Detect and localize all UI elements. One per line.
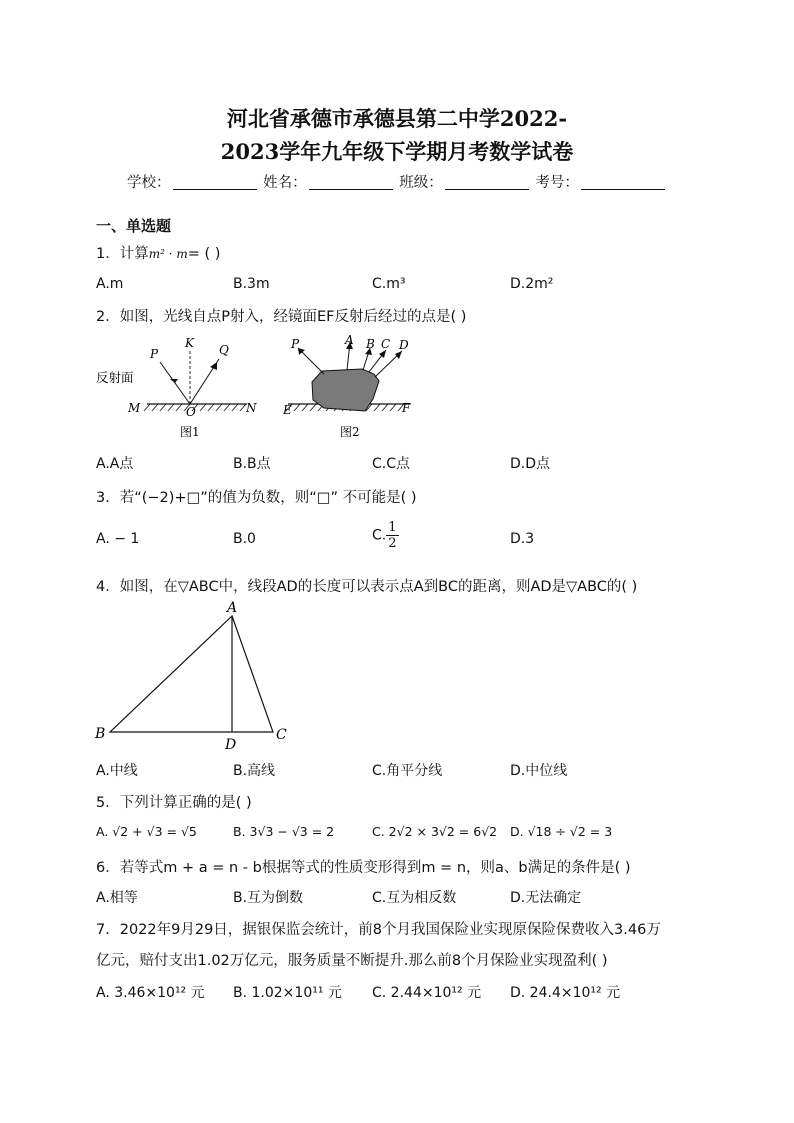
q2-fig1-label-n: N [246,401,257,415]
q6-option-b[interactable]: B.互为倒数 [233,890,304,906]
q2-mirror-label: 反射面 [96,370,134,385]
q5-number: 5． [96,795,120,811]
q2-fig2-label-p: P [291,337,300,351]
name-blank [309,175,393,190]
q5-option-a[interactable]: A. √2 + √3 = √5 [96,824,197,839]
q5-option-d[interactable]: D. √18 ÷ √2 = 3 [510,824,613,839]
class-label: 班级： [399,175,443,191]
q6-stem: 若等式m + a = n - b根据等式的性质变形得到m = n，则a、b满足的条件是( ) [119,860,631,876]
q7-option-c[interactable]: C. 2.44×10¹² 元 [372,985,482,1001]
q6-number: 6． [96,860,120,876]
q7-option-d[interactable]: D. 24.4×10¹² 元 [510,985,621,1001]
q2-number: 2． [96,309,120,325]
q2-fig2-label-d: D [399,338,409,352]
q3-option-c[interactable] [372,520,399,551]
q2-fig1 [96,336,257,439]
exam-no-blank [581,175,665,190]
q5-stem: 下列计算正确的是( ) [119,795,252,811]
q7-number: 7． [96,922,120,938]
q1-option-a[interactable]: A.m [96,276,124,292]
q3-stem: 若“(−2)+□”的值为负数，则“□” 不可能是( ) [119,490,417,506]
q7-stem-line2: 亿元，赔付支出1.02万亿元，服务质量不断提升.那么前8个月保险业实现盈利( ) [96,953,608,969]
question-2 [96,305,466,326]
q4-label-b: B [95,726,106,742]
q4-label-d: D [225,737,237,750]
q3-option-c-label: C. [372,527,387,544]
question-3 [96,486,417,507]
q6-option-c[interactable]: C.互为相反数 [372,890,457,906]
school-label: 学校： [127,175,171,191]
q2-option-c[interactable]: C.C点 [372,456,411,472]
question-7 [96,918,661,939]
class-blank [445,175,529,190]
q1-stem-suffix: = ( ) [187,246,221,262]
q2-fig2-label-b: B [366,337,375,351]
q2-fig1-label-q: Q [219,343,229,357]
q4-label-a: A [227,600,238,616]
q4-option-c[interactable]: C.角平分线 [372,763,443,779]
q2-fig1-label-m: M [128,401,141,415]
q5-option-c[interactable]: C. 2√2 × 3√2 = 6√2 [372,824,498,839]
q2-stem: 如图，光线自点P射入，经镜面EF反射后经过的点是( ) [119,309,467,325]
exam-no-label: 考号： [535,175,579,191]
section-title: 一、单选题 [96,217,172,235]
q3-option-b[interactable]: B.0 [233,531,256,547]
q2-fig1-label-k: K [185,336,194,350]
student-info-line [127,171,667,192]
q1-stem-expr: m² · m [148,247,188,261]
q4-triangle-figure [90,598,300,750]
q2-option-b[interactable]: B.B点 [233,456,271,472]
page-title-line1: 河北省承德市承德县第二中学2022- [226,106,568,131]
q2-fig2-caption: 图2 [340,425,360,439]
q2-fig2-label-c: C [381,337,391,351]
q3-fraction-numerator: 1 [388,520,397,535]
q2-fig2-label-e: E [283,403,292,417]
q2-fig1-label-o: O [186,405,196,419]
q4-label-c: C [276,727,287,743]
q5-option-b[interactable]: B. 3√3 − √3 = 2 [233,824,335,839]
q4-triangle [110,616,273,732]
q4-stem: 如图，在▽ABC中，线段AD的长度可以表示点A到BC的距离，则AD是▽ABC的( ) [119,579,638,595]
q4-number: 4． [96,579,120,595]
q1-option-c[interactable]: C.m³ [372,276,406,292]
q1-option-d[interactable]: D.2m² [510,276,554,292]
q2-figure [92,334,422,444]
q7-option-a[interactable]: A. 3.46×10¹² 元 [96,985,205,1001]
question-1 [96,242,220,263]
q1-option-b[interactable]: B.3m [233,276,270,292]
school-blank [173,175,257,190]
q4-option-b[interactable]: B.高线 [233,763,276,779]
q6-option-a[interactable]: A.相等 [96,890,138,906]
q7-stem-line1: 2022年9月29日，据银保监会统计，前8个月我国保险业实现原保险保费收入3.46万 [119,922,661,938]
question-4 [96,575,637,596]
q3-fraction-denominator: 2 [388,536,397,551]
q2-fig2-label-f: F [402,401,411,415]
q4-option-a[interactable]: A.中线 [96,763,138,779]
q2-fig1-caption: 图1 [180,425,200,439]
question-5 [96,791,252,812]
q1-number: 1． [96,246,120,262]
q3-number: 3． [96,490,120,506]
q2-fig2 [282,334,411,439]
q2-option-a[interactable]: A.A点 [96,456,134,472]
q6-option-d[interactable]: D.无法确定 [510,890,582,906]
q2-option-d[interactable]: D.D点 [510,456,551,472]
q3-option-c-fraction [386,520,398,551]
q1-stem-prefix: 计算 [119,246,149,262]
page-title-line2: 2023学年九年级下学期月考数学试卷 [220,139,574,164]
name-label: 姓名： [263,175,307,191]
q3-option-a[interactable]: A. − 1 [96,531,140,547]
q7-option-b[interactable]: B. 1.02×10¹¹ 元 [233,985,342,1001]
question-6 [96,856,631,877]
q2-fig2-label-a: A [345,334,354,347]
q4-option-d[interactable]: D.中位线 [510,763,568,779]
q2-fig1-label-p: P [150,347,159,361]
q3-option-d[interactable]: D.3 [510,531,535,547]
